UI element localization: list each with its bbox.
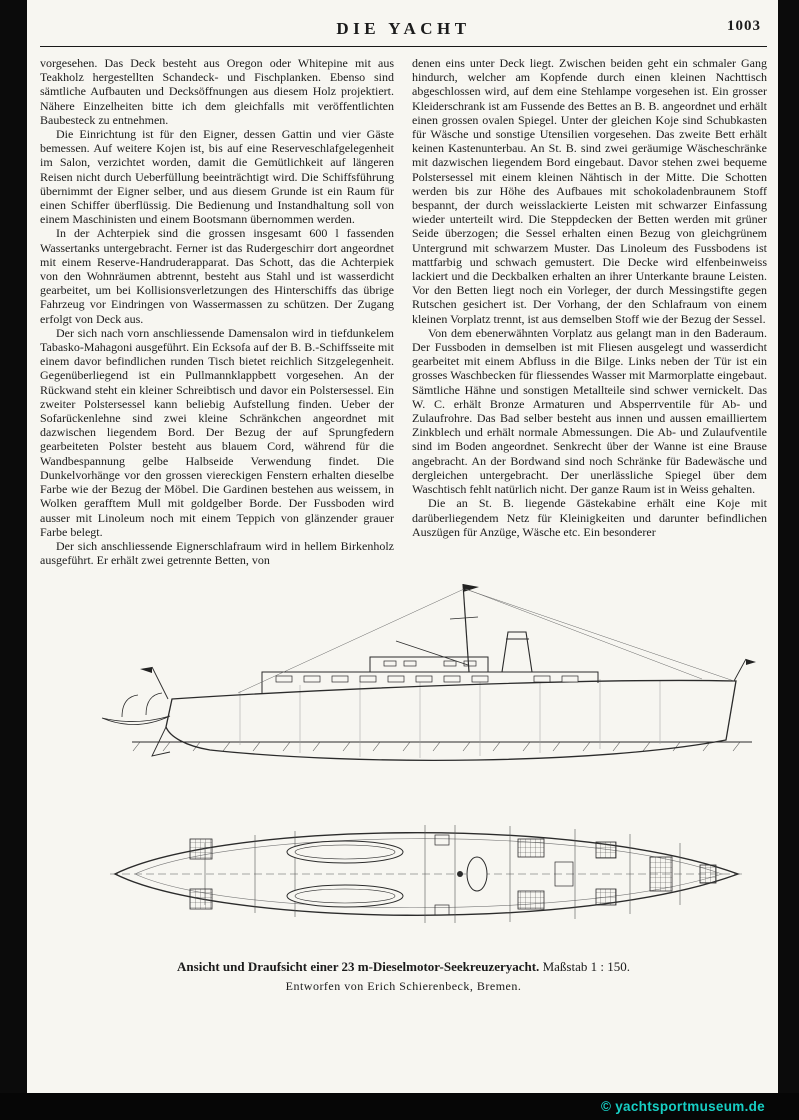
paragraph: Der sich anschliessende Eignerschlafraum wird in hellem Birkenholz ausgeführt. Er erhält zwei getrennte Betten, von xyxy=(40,538,394,568)
paragraph: vorgesehen. Das Deck besteht aus Oregon oder Whitepine mit aus Teakholz hergestellten Schandeck- und Fischplanken. Ebenso sind sämtliche Aufbauten und Decksöffnungen aus diesem Holz projektiert. Nähere Einzelheiten bitte ich dem gleichfalls mit veröffentlichten Baubesteck zu entnehmen. xyxy=(40,56,394,127)
paragraph: Die an St. B. liegende Gästekabine erhält eine Koje mit darüberliegendem Netz für Kleinigkeiten und darunter befindlichen Auszügen für Anzüge, Wäsche etc. Ein besonderer xyxy=(412,496,767,539)
paragraph: Der sich nach vorn anschliessende Damensalon wird in tiefdunkelem Tabasko-Mahagoni ausgeführt. Ein Ecksofa auf der B. B.-Schiffsseite mit einem davor befindlichen runden Tisch bietet reichlich Sitzgelegenheit. Gegenüberliegend ist ein Pullmannklappbett vorgesehen. An der Rückwand steht ein kleiner Schreibtisch und davor ein Polstersessel. Ein zweiter Polstersessel kann beliebig Aufstellung finden. Ueber der Sofarückenlehne sind zwei kleine Schränkchen angeordnet mit dazwischen liegendem Bord. Der Bezug der auf Sprungfedern gearbeiteten Polster besteht aus blauem Cord, während für die Wandbespannung gelbe Halbseide Verwendung findet. Die Dunkelvorhänge vor den grossen viereckigen Fenstern erhalten dieselbe Farbe wie der Bezug der Möbel. Die Gardinen bestehen aus weissem, in Wolken gerafftem Mull mit goldgelber Borde. Der Fussboden wird ausser mit Linoleum noch mit einem Teppich von glänzender grauer Farbe belegt. xyxy=(40,325,394,539)
yacht-plan-view xyxy=(110,825,744,923)
yacht-technical-drawing xyxy=(40,577,767,955)
magazine-title: DIE YACHT xyxy=(336,19,471,38)
paragraph: denen eins unter Deck liegt. Zwischen beiden geht ein schmaler Gang hindurch, welcher am Kopfende durch einen kleinen Nachttisch abgeschlossen wird, auf dem eine Stehlampe vorgesehen ist. Ein grosser Kleiderschrank ist am Fussende des Bettes an B. B. angeordnet und erhält einen grossen ovalen Spiegel. Unter der gleichen Koje sind Schubkasten für Wäsche und sonstige Utensilien vorgesehen. Das zweite Bett erhält keinen Kastenunterbau. An St. B. sind zwei geräumige Wäscheschränke mit dazwischen liegendem Bord eingebaut. Davor stehen zwei bequeme Polstersessel mit einem kleinen Nähtisch in der Mitte. Die Schotten werden bis zur Höhe des Aufbaues mit schokoladenbraunem Stoff bespannt, der durch weisslackierte Leisten mit schwarzer Einfassung wieder unterteilt wird. Die Steppdecken der Betten werden mit grüner Seide überzogen; die Sessel erhalten einen Bezug von gleichgrünem Untergrund mit schwarzem Muster. Das Linoleum des Fussbodens ist mattfarbig und schwach gemustert. Die Decke wird elfenbeinweiss lackiert und die Deckbalken erhalten an ihrer Unterkante braune Leisten. Vor den Betten liegt noch ein Vorleger, der durch Messingstifte gegen Rutschen gesichert ist. Der Vorhang, der den Schlafraum von einem kleinen Vorplatz trennt, ist aus demselben Stoff wie der Bezug der Sessel. xyxy=(412,56,767,326)
figure-credit: Entworfen von Erich Schierenbeck, Bremen. xyxy=(285,979,522,994)
scan-footer-bar xyxy=(0,1093,799,1120)
caption-scale: Maßstab 1 : 150. xyxy=(542,959,630,975)
page-header xyxy=(40,14,767,47)
figure-caption xyxy=(40,959,767,975)
page-number: 1003 xyxy=(727,18,761,34)
yacht-drawings xyxy=(40,577,767,955)
caption-title: Ansicht und Draufsicht einer 23 m-Dieselmotor-Seekreuzeryacht. xyxy=(177,959,540,975)
paragraph: Die Einrichtung ist für den Eigner, dessen Gattin und vier Gäste bemessen. Auf weitere Kojen ist, bis auf eine Reserveschlafgelegenheit im Salon, verzichtet worden, damit die Gemütlichkeit auf längeren Reisen nicht durch Ueberfüllung beeinträchtigt wird. Die Schiffsführung übernimmt der Eigner selber, und aus diesem Grunde ist ein Raum für einen Schiffer überflüssig. Die Bedienung und Instandhaltung soll von einem Maschinisten und einem Bootsmann übernommen werden. xyxy=(40,127,394,227)
watermark-text: © yachtsportmuseum.de xyxy=(600,1099,765,1114)
scan-border-left xyxy=(0,0,27,1120)
paragraph: Von dem ebenerwähnten Vorplatz aus gelangt man in den Baderaum. Der Fussboden in demselben ist mit Fliesen ausgelegt und wasserdicht gearbeitet mit einem Abfluss in die Bilge. Links neben der Tür ist ein grosses Waschbecken für fliessendes Wasser mit Marmorplatte eingebaut. Sämtliche Hähne und sonstigen Metallteile sind schwer vernickelt. Das W. C. erhält Bronze Armaturen und Absperrventile für Ab- und Zulaufrohre. Das Bad selber besteht aus innen und aussen emailliertem Zinkblech und erhält normale Abmessungen. Die Ab- und Zulaufventile sind im Boden angeordnet. Senkrecht über der Wanne ist eine Brause angebracht. An der Bordwand sind noch Schränke für Badewäsche und dergleichen untergebracht. Der unerlässliche Spiegel über dem Waschtisch fehlt natürlich nicht. Der ganze Raum ist in Weiss gehalten. xyxy=(412,325,767,497)
yacht-side-view xyxy=(102,584,756,760)
paragraph: In der Achterpiek sind die grossen insgesamt 600 l fassenden Wassertanks untergebracht. Ferner ist das Rudergeschirr dort angeordnet mit einem Reserve-Handruderapparat. Das Schott, das die Achterpiek von den Wohnräumen abtrennt, besteht aus Stahl und ist wasserdicht gearbeitet, um bei Kollisionsverletzungen des Hinterschiffs das übrige Fahrzeug vor Eindringen von Wassermassen zu schützen. Der Zugang erfolgt von Deck aus. xyxy=(40,226,394,326)
scan-border-right xyxy=(778,0,799,1120)
page-content xyxy=(40,14,767,994)
text-columns xyxy=(40,56,767,567)
column-left xyxy=(40,56,394,567)
column-right xyxy=(412,56,767,567)
